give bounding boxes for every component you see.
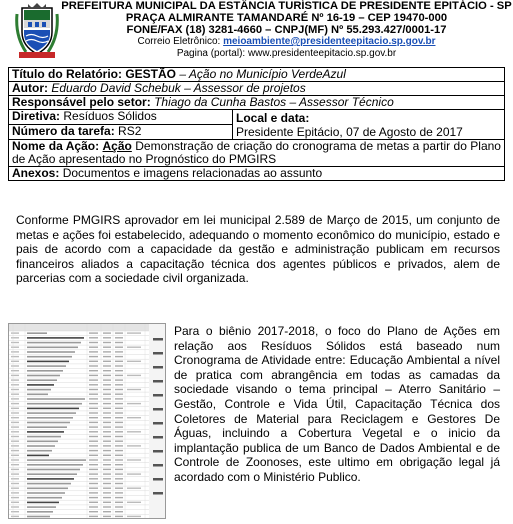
action-label: Nome da Ação: [12,139,100,153]
body-paragraph-1: Conforme PMGIRS aprovador em lei municipal 2.589 de Março de 2015, um conjunto de metas e ações foi estabelecido, adequando o momento econômico do município, estado e pais de acordo com a capacidade da gestão e administração publicam em recursos financeiros aliados a capacitação técnica dos agentes públicos e privados, alem de parcerias com a sociedade civil organizada. [16,213,500,286]
directive-value: Resíduos Sólidos [63,109,157,123]
responsible-value: Thiago da Cunha Bastos – Assessor Técnico [154,95,394,109]
responsible-label: Responsável pelo setor: [12,95,151,109]
email-link[interactable]: meioambiente@presidenteepitacio.sp.gov.br [223,36,436,47]
title-value: GESTÃO [125,67,177,81]
address-line: PRAÇA ALMIRANTE TAMANDARÉ Nº 16-19 – CEP 19470-000 [125,12,448,24]
title-label: Título do Relatório: [12,67,122,81]
website-line[interactable]: Pagina (portal): www.presidenteepitacio.sp.gov.br [176,48,397,59]
annex-label: Anexos: [12,166,60,180]
action-word: Ação [102,139,132,153]
directive-label: Diretiva: [12,109,61,123]
letterhead [0,0,513,66]
responsible-cell [9,96,505,110]
author-label: Autor: [12,81,48,95]
task-label: Número da tarefa: [12,124,115,138]
place-value: Presidente Epitácio, 07 de Agosto de 2017 [236,125,463,139]
email-label: Correio Eletrônico: [137,36,221,47]
action-value: Demonstração de criação do cronograma de metas a partir do Plano de Ação apresentado no Prognóstico do PMGIRS [12,139,501,166]
author-cell [9,82,505,96]
email-line [60,36,513,48]
schedule-spreadsheet-graphic [9,324,166,519]
body-paragraph-2: Para o biênio 2017-2018, o foco do Plano de Ações em relação aos Resíduos Sólidos está baseado num Cronograma de Atividade entre: Educação Ambiental a nível de pratica com abrangência em todas as camadas da sociedade visando o tema principal – Aterro Sanitário – Gestão, Controle e Vida Útil, Capacitação Técnica dos Coletores de Material para Reciclagem e Gestores De Águas, incluindo a Cobertura Vegetal e o inicio da implantação publica de um Banco de Dados Ambiental e de Controle de Zoonoses, este ultimo em obrigação legal já acordado com o Ministério Publico. [174,324,500,484]
title-rest: – Ação no Município VerdeAzul [179,67,346,81]
author-value: Eduardo David Schebuk – Assessor de projetos [51,81,306,95]
phone-cnpj-line: FONE/FAX (18) 3281-4660 – CNPJ(MF) Nº 55.293.427/0001-17 [126,24,447,36]
task-cell [9,125,233,140]
report-info-table [8,67,505,181]
place-date-cell [233,110,505,140]
task-value: RS2 [118,124,142,138]
annex-value: Documentos e imagens relacionadas ao assunto [62,166,323,180]
directive-cell [9,110,233,125]
action-cell [9,140,505,167]
municipal-crest-icon [14,2,60,62]
report-title-cell [9,68,505,82]
place-label: Local e data: [236,111,310,125]
annex-cell [9,167,505,181]
schedule-spreadsheet-image [8,323,166,519]
municipality-name: PREFEITURA MUNICIPAL DA ESTÂNCIA TURÍSTICA DE PRESIDENTE EPITÁCIO - SP [61,0,512,12]
